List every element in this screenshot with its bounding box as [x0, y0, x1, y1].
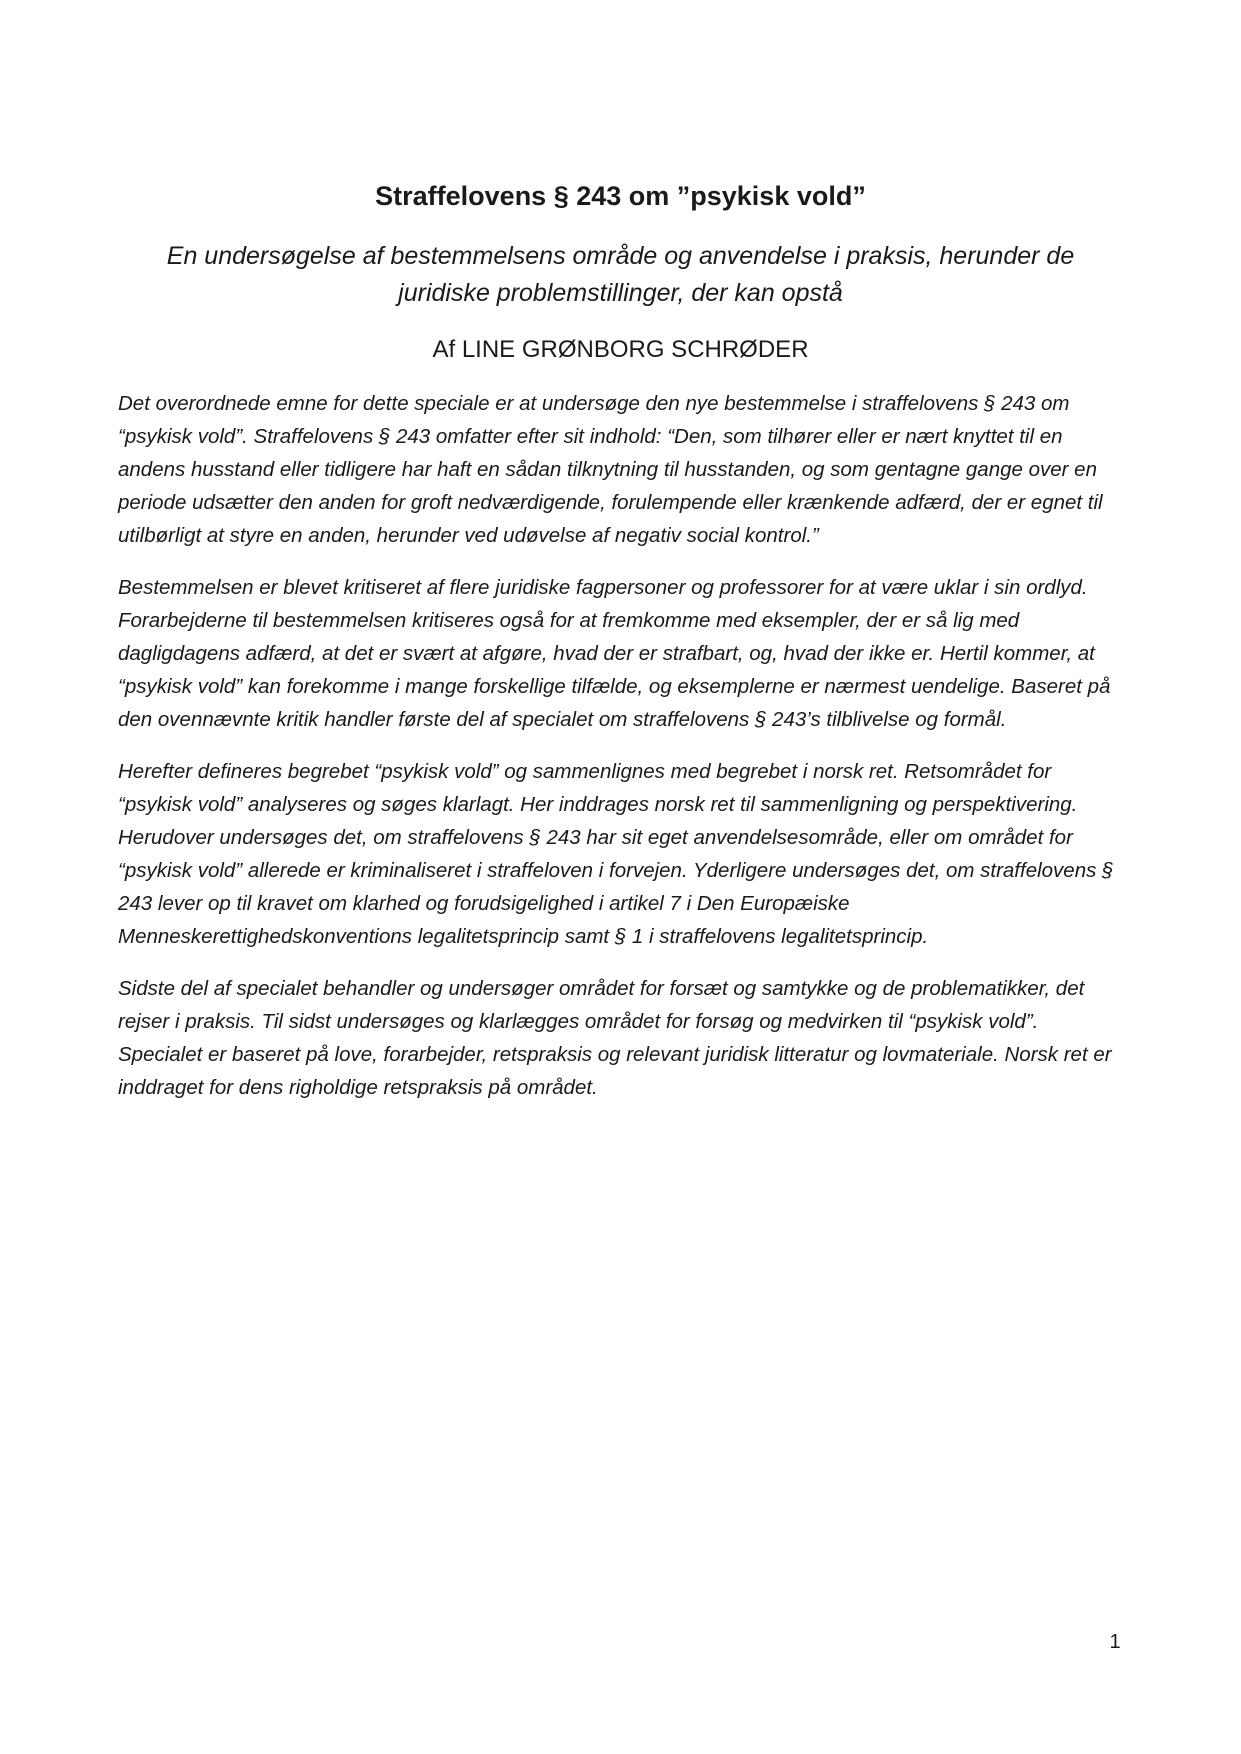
abstract-paragraph-2: Bestemmelsen er blevet kritiseret af flere juridiske fagpersoner og professorer for at være uklar i sin ordlyd. Forarbejderne til bestemmelsen kritiseres også for at fremkomme med eksempler, der er så lig med dagligdagens adfærd, at det er svært at afgøre, hvad der er strafbart, og, hvad der ikke er. Hertil kommer, at “psykisk vold” kan forekomme i mange forskellige tilfælde, og eksemplerne er nærmest uendelige. Baseret på den ovennævnte kritik handler første del af specialet om straffelovens § 243’s tilblivelse og formål. — [118, 576, 1111, 731]
page-number: 1 — [1109, 1631, 1121, 1653]
document-title: Straffelovens § 243 om ”psykisk vold” — [375, 181, 866, 211]
abstract-paragraph-3: Herefter defineres begrebet “psykisk vold” og sammenlignes med begrebet i norsk ret. Retsområdet for “psykisk vold” analyseres og søges klarlagt. Her inddrages norsk ret til sammenligning og perspektivering. Herudover undersøges det, om straffelovens § 243 har sit eget anvendelsesområde, eller om området for “psykisk vold” allerede er kriminaliseret i straffeloven i forvejen. Yderligere undersøges det, om straffelovens § 243 lever op til kravet om klarhed og forudsigelighed i artikel 7 i Den Europæiske Menneskerettighedskonventions legalitetsprincip samt § 1 i straffelovens legalitetsprincip. — [118, 760, 1114, 948]
document-author: Af LINE GRØNBORG SCHRØDER — [432, 336, 809, 363]
abstract — [118, 387, 1123, 1123]
document-subtitle: En undersøgelse af bestemmelsens område og anvendelse i praksis, herunder de juridiske problemstillinger, der kan opstå — [166, 242, 1075, 307]
abstract-paragraph-1: Det overordnede emne for dette speciale er at undersøge den nye bestemmelse i straffelovens § 243 om “psykisk vold”. Straffelovens § 243 omfatter efter sit indhold: “Den, som tilhører eller er nært knyttet til en andens husstand eller tidligere har haft en sådan tilknytning til husstanden, og som gentagne gange over en periode udsætter den anden for groft nedværdigende, forulempende eller krænkende adfærd, der er egnet til utilbørligt at styre en anden, herunder ved udøvelse af negativ social kontrol.” — [118, 392, 1103, 547]
abstract-paragraph-4: Sidste del af specialet behandler og undersøger området for forsæt og samtykke og de problematikker, det rejser i praksis. Til sidst undersøges og klarlægges området for forsøg og medvirken til “psykisk vold”. Specialet er baseret på love, forarbejder, retspraksis og relevant juridisk litteratur og lovmateriale. Norsk ret er inddraget for dens righoldige retspraksis på området. — [118, 977, 1112, 1099]
